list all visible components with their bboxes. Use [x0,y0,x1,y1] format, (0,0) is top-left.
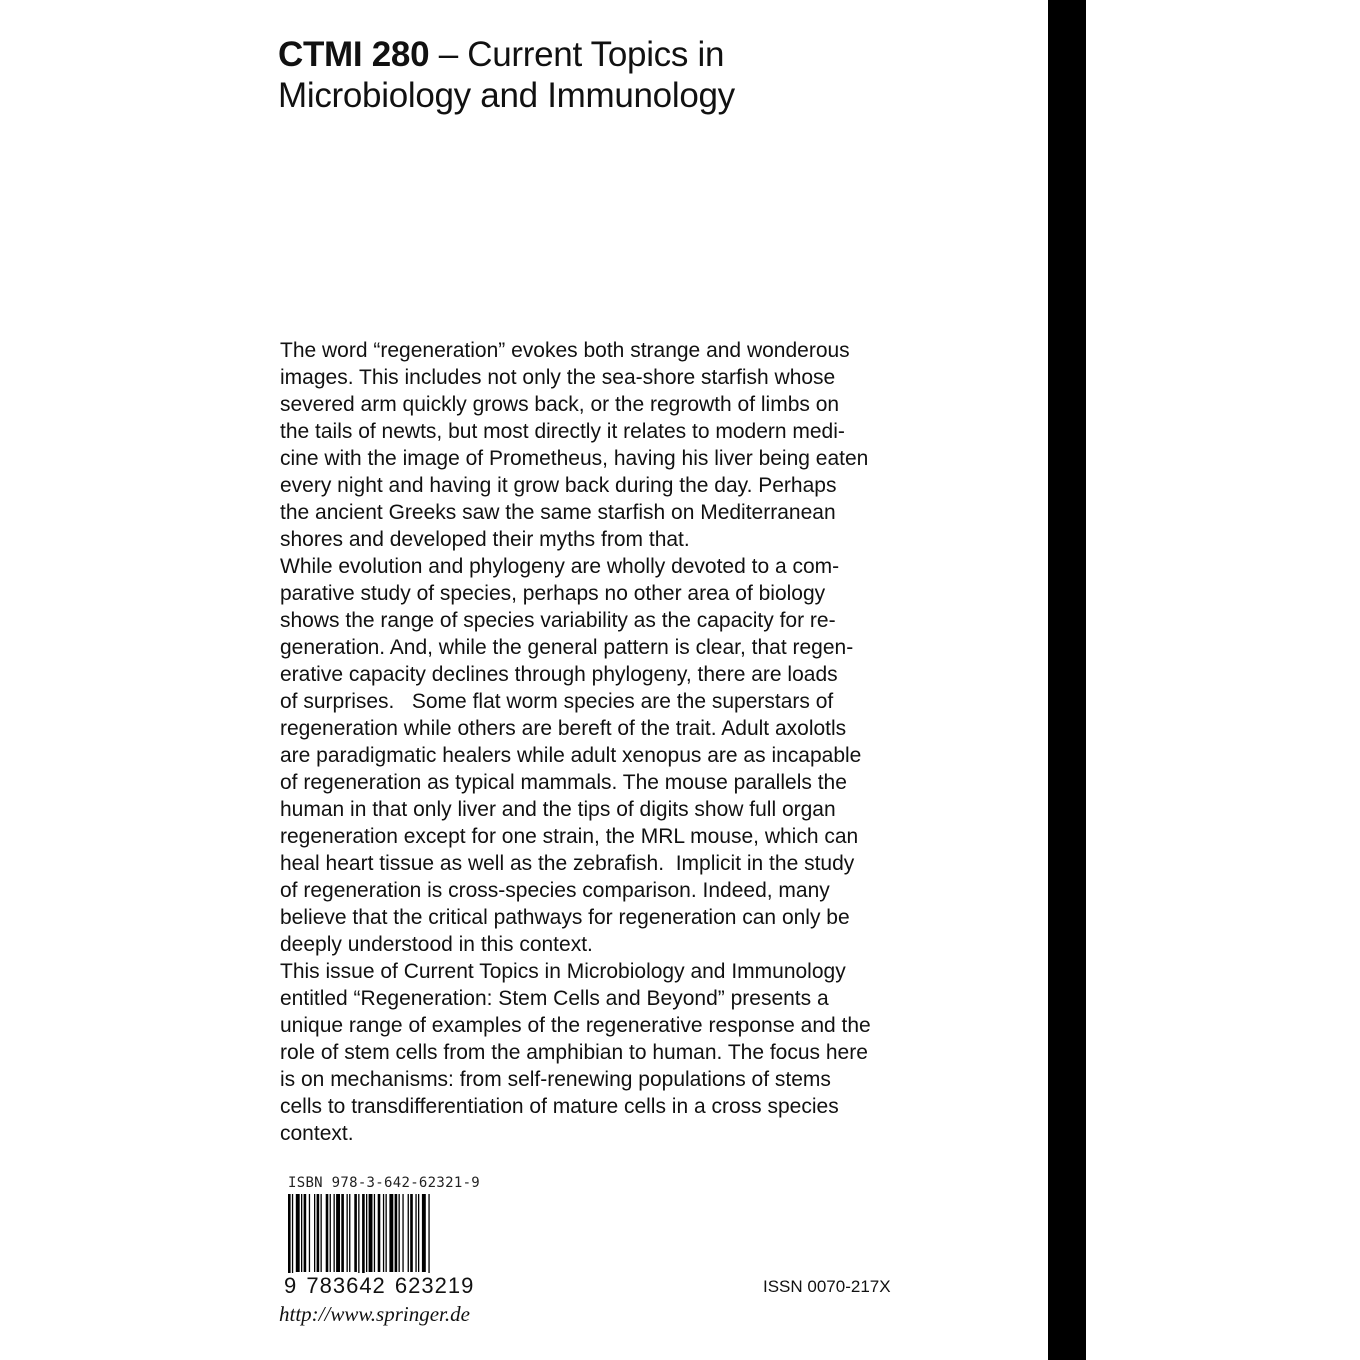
blurb-line: severed arm quickly grows back, or the regrowth of limbs on [280,393,840,416]
barcode-bar [408,1194,409,1272]
barcode-bar [399,1194,400,1272]
barcode-bar [326,1194,329,1272]
barcode-bar [386,1194,387,1272]
barcode-bar [389,1194,393,1272]
blurb-line: of regeneration is cross-species comparison. Indeed, many [280,879,830,902]
barcode-digit-group-2: 623219 [394,1273,475,1298]
barcode-bar [354,1194,357,1272]
blurb-line: parative study of species, perhaps no other area of biology [280,582,826,605]
blurb-line: the ancient Greeks saw the same starfish on Mediterranean [280,501,836,524]
barcode-bar [304,1194,307,1272]
spine-edge [1048,0,1086,1360]
isbn-label: ISBN 978-3-642-62321-9 [288,1175,481,1191]
barcode-bar [383,1194,384,1272]
blurb-line: shows the range of species variability as the capacity for re- [280,609,836,632]
blurb-line: context. [280,1122,354,1145]
blurb-line: of regeneration as typical mammals. The mouse parallels the [280,771,847,794]
barcode-bar [418,1194,419,1272]
series-title [278,34,998,116]
blurb-line: deeply understood in this context. [280,933,593,956]
series-title-line2: Microbiology and Immunology [278,76,735,115]
series-title-line1: – Current Topics in [429,35,725,74]
barcode-bar [366,1194,367,1272]
blurb-line: generation. And, while the general pattern is clear, that regen- [280,636,854,659]
blurb-line: every night and having it grow back during the day. Perhaps [280,474,837,497]
barcode-bar [374,1194,375,1272]
barcode-bar [301,1194,302,1272]
blurb-line: are paradigmatic healers while adult xenopus are as incapable [280,744,862,767]
blurb-line: regeneration except for one strain, the MRL mouse, which can [280,825,859,848]
blurb-paragraph-1 [280,337,920,553]
blurb-line: cells to transdifferentiation of mature cells in a cross species [280,1095,839,1118]
barcode-bar [362,1194,365,1284]
barcode-bar [422,1194,426,1272]
blurb-line: erative capacity declines through phylogeny, there are loads [280,663,838,686]
blurb-line: entitled “Regeneration: Stem Cells and Beyond” presents a [280,987,829,1010]
blurb-line: role of stem cells from the amphibian to human. The focus here [280,1041,868,1064]
issn-number: ISSN 0070-217X [763,1277,891,1296]
blurb-line: shores and developed their myths from that. [280,528,690,551]
barcode-bar [347,1194,348,1272]
barcode-digit-prefix: 9 [284,1273,298,1298]
description-blurb [280,337,920,1147]
blurb-line: The word “regeneration” evokes both strange and wonderous [280,339,850,362]
blurb-line: regeneration while others are bereft of the trait. Adult axolotls [280,717,847,740]
barcode-bar [349,1194,350,1272]
barcode-bar [358,1194,359,1284]
blurb-line: unique range of examples of the regenerative response and the [280,1014,871,1037]
barcode-bar [314,1194,315,1272]
blurb-line: human in that only liver and the tips of digits show full organ [280,798,836,821]
blurb-line: This issue of Current Topics in Microbiology and Immunology [280,960,846,983]
barcode-bar [410,1194,413,1272]
blurb-paragraph-3 [280,958,920,1147]
barcode-bar [341,1194,344,1272]
barcode-bar [292,1194,293,1284]
barcode-bar [321,1194,322,1272]
barcode-bar [288,1194,291,1284]
barcode-bar [336,1194,340,1272]
barcode-bar [402,1194,403,1272]
barcode-digits [283,1273,475,1299]
barcode-bar [428,1194,429,1284]
series-code: CTMI 280 [278,35,430,74]
barcode-bar [296,1194,300,1272]
blurb-line: of surprises. Some flat worm species are the superstars of [280,690,834,713]
blurb-line: cine with the image of Prometheus, having his liver being eaten [280,447,869,470]
blurb-line: images. This includes not only the sea-shore starfish whose [280,366,836,389]
blurb-line: While evolution and phylogeny are wholly devoted to a com- [280,555,840,578]
barcode-bar [330,1194,331,1272]
barcode-bar [369,1194,373,1272]
barcode-digit-group-1: 783642 [306,1273,386,1298]
barcode-bar [334,1194,335,1272]
barcode-bar [415,1194,416,1272]
blurb-line: the tails of newts, but most directly it relates to modern medi- [280,420,845,443]
barcode-bar [378,1194,381,1272]
blurb-line: heal heart tissue as well as the zebrafish. Implicit in the study [280,852,855,875]
barcode-bar [309,1194,310,1272]
publisher-url: http://www.springer.de [279,1302,470,1326]
barcode-bar [317,1194,320,1272]
blurb-line: believe that the critical pathways for regeneration can only be [280,906,850,929]
blurb-paragraph-2 [280,553,920,958]
barcode-bar [395,1194,398,1272]
isbn-barcode [282,1194,488,1284]
blurb-line: is on mechanisms: from self-renewing populations of stems [280,1068,831,1091]
